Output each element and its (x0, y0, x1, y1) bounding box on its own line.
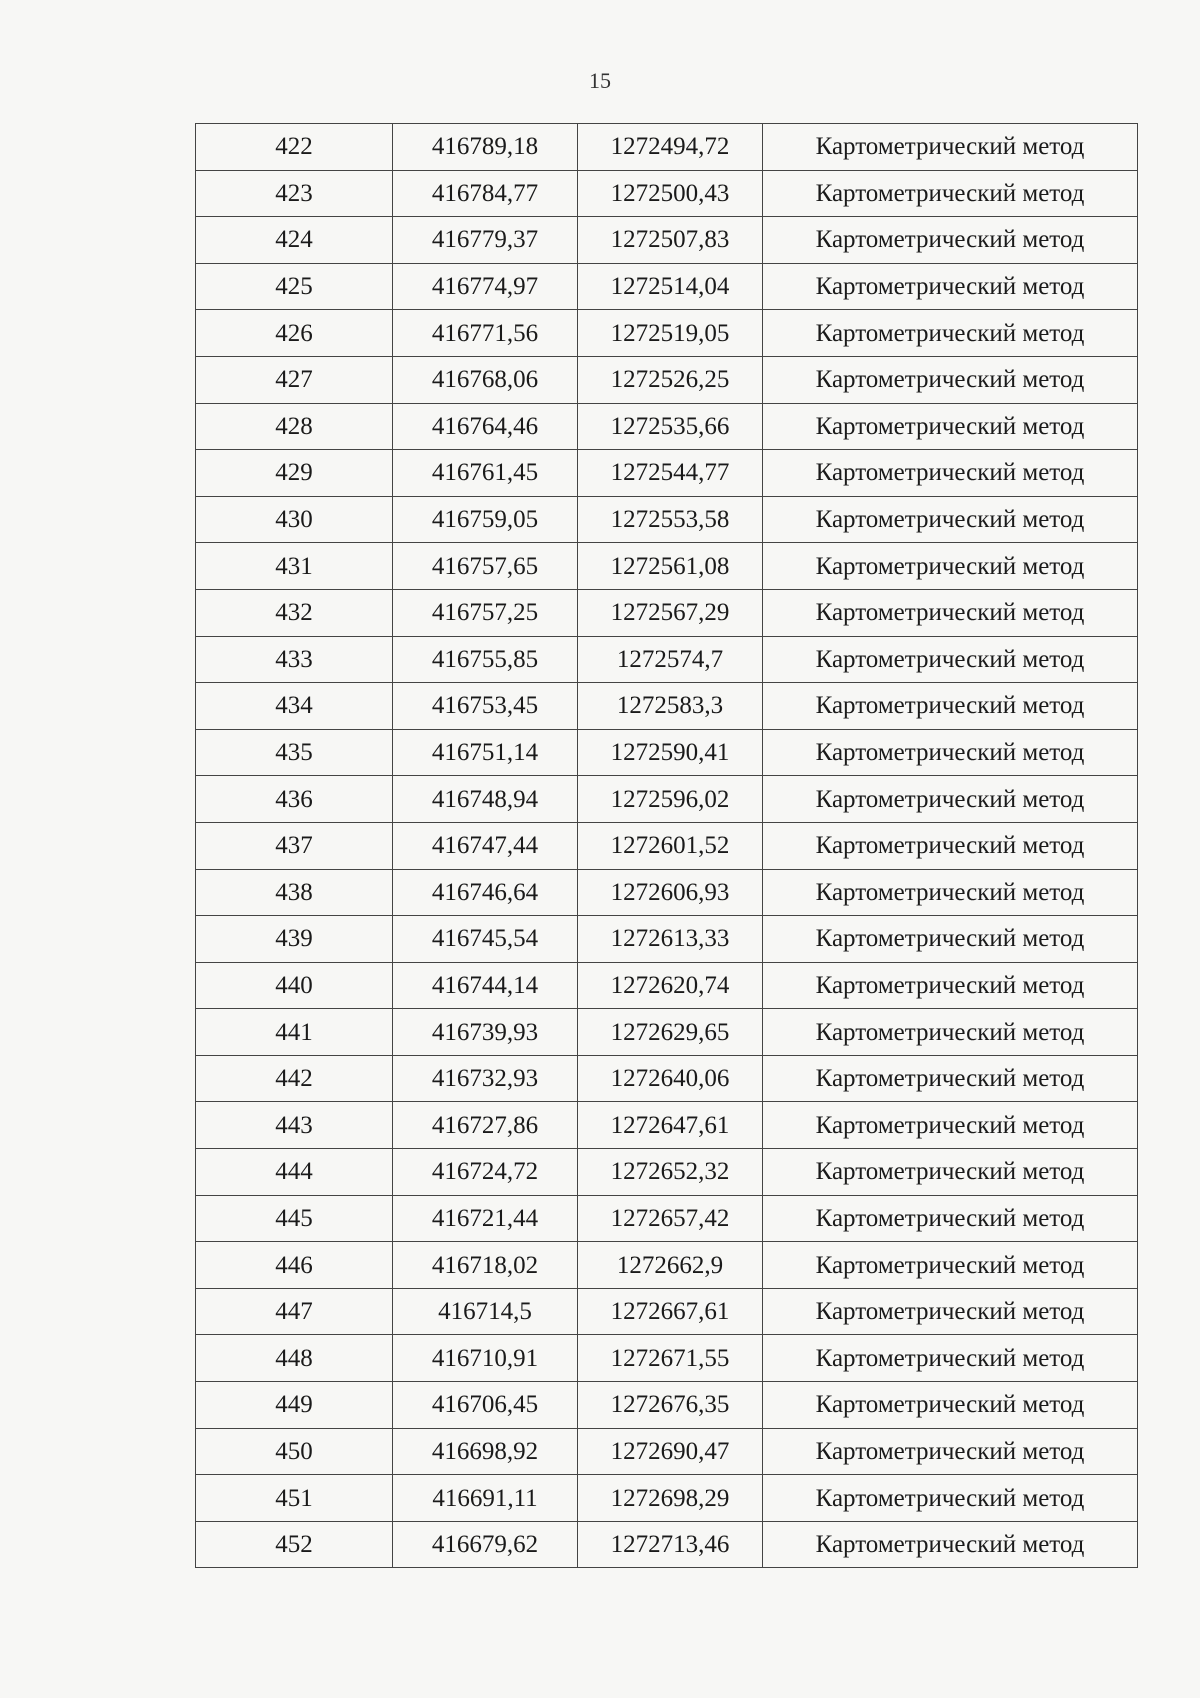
point-number-cell: 432 (196, 589, 393, 636)
method-cell: Картометрический метод (763, 1055, 1138, 1102)
x-coordinate-cell: 416768,06 (393, 356, 578, 403)
method-cell: Картометрический метод (763, 124, 1138, 171)
x-coordinate-cell: 416744,14 (393, 962, 578, 1009)
coordinates-table-body (196, 124, 1138, 1568)
y-coordinate-cell: 1272620,74 (578, 962, 763, 1009)
method-cell: Картометрический метод (763, 1195, 1138, 1242)
method-cell: Картометрический метод (763, 683, 1138, 730)
table-row (196, 496, 1138, 543)
point-number-cell: 423 (196, 170, 393, 217)
x-coordinate-cell: 416679,62 (393, 1521, 578, 1568)
table-row (196, 263, 1138, 310)
table-row (196, 729, 1138, 776)
method-cell: Картометрический метод (763, 729, 1138, 776)
table-row (196, 1102, 1138, 1149)
point-number-cell: 437 (196, 822, 393, 869)
x-coordinate-cell: 416691,11 (393, 1475, 578, 1522)
x-coordinate-cell: 416698,92 (393, 1428, 578, 1475)
point-number-cell: 435 (196, 729, 393, 776)
method-cell: Картометрический метод (763, 170, 1138, 217)
method-cell: Картометрический метод (763, 1382, 1138, 1429)
y-coordinate-cell: 1272640,06 (578, 1055, 763, 1102)
y-coordinate-cell: 1272590,41 (578, 729, 763, 776)
method-cell: Картометрический метод (763, 543, 1138, 590)
x-coordinate-cell: 416757,65 (393, 543, 578, 590)
point-number-cell: 429 (196, 450, 393, 497)
point-number-cell: 442 (196, 1055, 393, 1102)
y-coordinate-cell: 1272657,42 (578, 1195, 763, 1242)
table-row (196, 1382, 1138, 1429)
y-coordinate-cell: 1272647,61 (578, 1102, 763, 1149)
method-cell: Картометрический метод (763, 962, 1138, 1009)
method-cell: Картометрический метод (763, 776, 1138, 823)
y-coordinate-cell: 1272613,33 (578, 916, 763, 963)
x-coordinate-cell: 416714,5 (393, 1288, 578, 1335)
table-row (196, 916, 1138, 963)
y-coordinate-cell: 1272596,02 (578, 776, 763, 823)
method-cell: Картометрический метод (763, 1335, 1138, 1382)
point-number-cell: 439 (196, 916, 393, 963)
point-number-cell: 428 (196, 403, 393, 450)
coordinates-table (195, 123, 1138, 1568)
x-coordinate-cell: 416706,45 (393, 1382, 578, 1429)
table-row (196, 1288, 1138, 1335)
x-coordinate-cell: 416746,64 (393, 869, 578, 916)
y-coordinate-cell: 1272601,52 (578, 822, 763, 869)
x-coordinate-cell: 416721,44 (393, 1195, 578, 1242)
y-coordinate-cell: 1272535,66 (578, 403, 763, 450)
method-cell: Картометрический метод (763, 636, 1138, 683)
table-row (196, 589, 1138, 636)
x-coordinate-cell: 416764,46 (393, 403, 578, 450)
y-coordinate-cell: 1272544,77 (578, 450, 763, 497)
point-number-cell: 430 (196, 496, 393, 543)
x-coordinate-cell: 416751,14 (393, 729, 578, 776)
x-coordinate-cell: 416739,93 (393, 1009, 578, 1056)
point-number-cell: 426 (196, 310, 393, 357)
table-row (196, 403, 1138, 450)
method-cell: Картометрический метод (763, 589, 1138, 636)
x-coordinate-cell: 416718,02 (393, 1242, 578, 1289)
x-coordinate-cell: 416757,25 (393, 589, 578, 636)
method-cell: Картометрический метод (763, 1475, 1138, 1522)
table-row (196, 1195, 1138, 1242)
x-coordinate-cell: 416755,85 (393, 636, 578, 683)
x-coordinate-cell: 416724,72 (393, 1149, 578, 1196)
x-coordinate-cell: 416779,37 (393, 217, 578, 264)
table-row (196, 450, 1138, 497)
table-row (196, 310, 1138, 357)
y-coordinate-cell: 1272500,43 (578, 170, 763, 217)
method-cell: Картометрический метод (763, 1102, 1138, 1149)
method-cell: Картометрический метод (763, 496, 1138, 543)
table-row (196, 636, 1138, 683)
point-number-cell: 452 (196, 1521, 393, 1568)
y-coordinate-cell: 1272583,3 (578, 683, 763, 730)
table-row (196, 1428, 1138, 1475)
table-row (196, 962, 1138, 1009)
method-cell: Картометрический метод (763, 450, 1138, 497)
y-coordinate-cell: 1272629,65 (578, 1009, 763, 1056)
page-number: 15 (589, 68, 611, 93)
method-cell: Картометрический метод (763, 916, 1138, 963)
point-number-cell: 424 (196, 217, 393, 264)
point-number-cell: 450 (196, 1428, 393, 1475)
y-coordinate-cell: 1272567,29 (578, 589, 763, 636)
point-number-cell: 444 (196, 1149, 393, 1196)
method-cell: Картометрический метод (763, 403, 1138, 450)
table-row (196, 683, 1138, 730)
table-row (196, 1242, 1138, 1289)
method-cell: Картометрический метод (763, 310, 1138, 357)
method-cell: Картометрический метод (763, 822, 1138, 869)
point-number-cell: 447 (196, 1288, 393, 1335)
y-coordinate-cell: 1272526,25 (578, 356, 763, 403)
point-number-cell: 422 (196, 124, 393, 171)
point-number-cell: 451 (196, 1475, 393, 1522)
x-coordinate-cell: 416710,91 (393, 1335, 578, 1382)
x-coordinate-cell: 416774,97 (393, 263, 578, 310)
x-coordinate-cell: 416759,05 (393, 496, 578, 543)
method-cell: Картометрический метод (763, 263, 1138, 310)
point-number-cell: 434 (196, 683, 393, 730)
method-cell: Картометрический метод (763, 217, 1138, 264)
method-cell: Картометрический метод (763, 1009, 1138, 1056)
table-row (196, 869, 1138, 916)
table-row (196, 356, 1138, 403)
y-coordinate-cell: 1272561,08 (578, 543, 763, 590)
y-coordinate-cell: 1272553,58 (578, 496, 763, 543)
x-coordinate-cell: 416727,86 (393, 1102, 578, 1149)
table-row (196, 124, 1138, 171)
x-coordinate-cell: 416789,18 (393, 124, 578, 171)
point-number-cell: 427 (196, 356, 393, 403)
y-coordinate-cell: 1272606,93 (578, 869, 763, 916)
point-number-cell: 433 (196, 636, 393, 683)
y-coordinate-cell: 1272713,46 (578, 1521, 763, 1568)
table-row (196, 543, 1138, 590)
table-row (196, 1521, 1138, 1568)
method-cell: Картометрический метод (763, 356, 1138, 403)
method-cell: Картометрический метод (763, 1521, 1138, 1568)
table-row (196, 1009, 1138, 1056)
point-number-cell: 431 (196, 543, 393, 590)
x-coordinate-cell: 416784,77 (393, 170, 578, 217)
method-cell: Картометрический метод (763, 1149, 1138, 1196)
y-coordinate-cell: 1272514,04 (578, 263, 763, 310)
y-coordinate-cell: 1272676,35 (578, 1382, 763, 1429)
point-number-cell: 438 (196, 869, 393, 916)
point-number-cell: 446 (196, 1242, 393, 1289)
table-row (196, 1055, 1138, 1102)
table-row (196, 822, 1138, 869)
table-row (196, 1475, 1138, 1522)
point-number-cell: 425 (196, 263, 393, 310)
x-coordinate-cell: 416732,93 (393, 1055, 578, 1102)
y-coordinate-cell: 1272698,29 (578, 1475, 763, 1522)
y-coordinate-cell: 1272662,9 (578, 1242, 763, 1289)
y-coordinate-cell: 1272667,61 (578, 1288, 763, 1335)
y-coordinate-cell: 1272519,05 (578, 310, 763, 357)
table-row (196, 1335, 1138, 1382)
x-coordinate-cell: 416761,45 (393, 450, 578, 497)
point-number-cell: 448 (196, 1335, 393, 1382)
y-coordinate-cell: 1272671,55 (578, 1335, 763, 1382)
table-row (196, 1149, 1138, 1196)
point-number-cell: 436 (196, 776, 393, 823)
method-cell: Картометрический метод (763, 1288, 1138, 1335)
method-cell: Картометрический метод (763, 869, 1138, 916)
point-number-cell: 443 (196, 1102, 393, 1149)
point-number-cell: 440 (196, 962, 393, 1009)
y-coordinate-cell: 1272652,32 (578, 1149, 763, 1196)
point-number-cell: 441 (196, 1009, 393, 1056)
y-coordinate-cell: 1272494,72 (578, 124, 763, 171)
x-coordinate-cell: 416771,56 (393, 310, 578, 357)
x-coordinate-cell: 416748,94 (393, 776, 578, 823)
table-row (196, 170, 1138, 217)
x-coordinate-cell: 416753,45 (393, 683, 578, 730)
y-coordinate-cell: 1272507,83 (578, 217, 763, 264)
y-coordinate-cell: 1272574,7 (578, 636, 763, 683)
table-row (196, 217, 1138, 264)
x-coordinate-cell: 416745,54 (393, 916, 578, 963)
y-coordinate-cell: 1272690,47 (578, 1428, 763, 1475)
table-row (196, 776, 1138, 823)
point-number-cell: 449 (196, 1382, 393, 1429)
method-cell: Картометрический метод (763, 1242, 1138, 1289)
x-coordinate-cell: 416747,44 (393, 822, 578, 869)
method-cell: Картометрический метод (763, 1428, 1138, 1475)
point-number-cell: 445 (196, 1195, 393, 1242)
